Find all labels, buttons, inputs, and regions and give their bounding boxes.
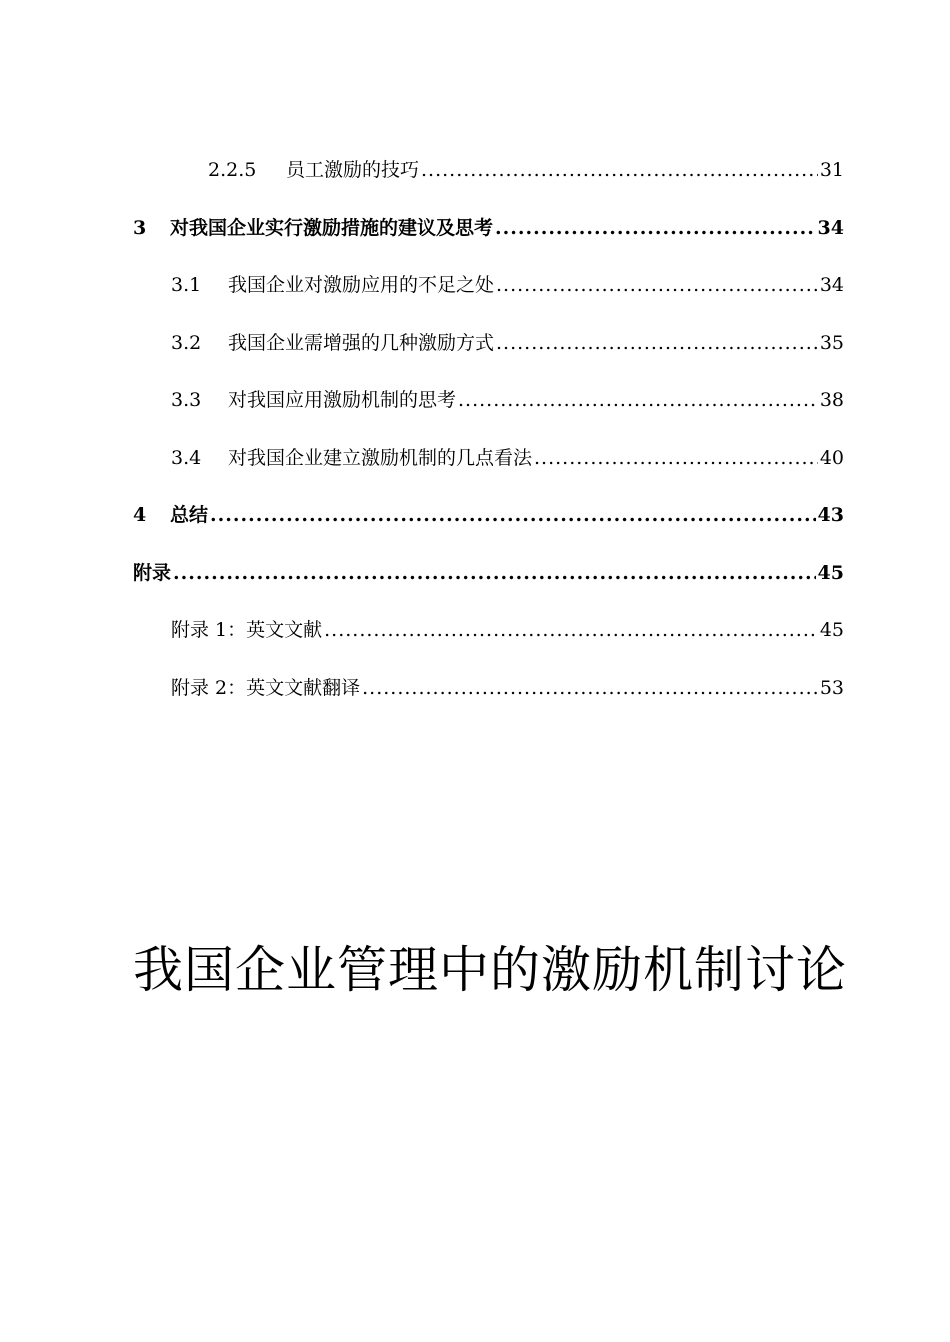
document-title: 我国企业管理中的激励机制讨论 <box>133 941 847 999</box>
toc-entry-title: 附录 1：英文文献 <box>171 619 323 641</box>
toc-entry-4[interactable] <box>133 497 844 527</box>
toc-entry-3-4[interactable] <box>171 440 844 470</box>
toc-entry-3-2[interactable] <box>171 325 844 355</box>
toc-entry-title: 对我国应用激励机制的思考 <box>228 389 457 411</box>
toc-dot-leader <box>362 676 818 700</box>
toc-entry-page: 40 <box>819 447 844 469</box>
toc-entry-page: 34 <box>819 274 844 296</box>
toc-entry-title: 对我国企业建立激励机制的几点看法 <box>228 447 533 469</box>
toc-dot-leader <box>495 216 816 240</box>
toc-entry-title: 我国企业需增强的几种激励方式 <box>228 332 495 354</box>
toc-dot-leader <box>534 446 818 470</box>
toc-dot-leader <box>210 503 816 527</box>
toc-entry-title: 总结 <box>170 504 209 526</box>
toc-entry-title: 附录 <box>133 562 172 584</box>
toc-entry-2-2-5[interactable] <box>208 152 844 182</box>
toc-entry-page: 45 <box>817 562 844 584</box>
toc-entry-number: 2.2.5 <box>208 159 257 181</box>
toc-entry-appendix-1[interactable] <box>171 612 844 642</box>
toc-entry-number: 3.3 <box>171 389 202 411</box>
toc-entry-page: 45 <box>819 619 844 641</box>
toc-entry-3-1[interactable] <box>171 267 844 297</box>
toc-entry-number: 3.1 <box>171 274 202 296</box>
toc-entry-number: 3.2 <box>171 332 202 354</box>
toc-entry-appendix[interactable] <box>133 555 844 585</box>
toc-entry-title: 员工激励的技巧 <box>286 159 420 181</box>
toc-entry-3[interactable] <box>133 210 844 240</box>
toc-entry-title: 我国企业对激励应用的不足之处 <box>228 274 495 296</box>
toc-entry-page: 31 <box>819 159 844 181</box>
toc-dot-leader <box>421 158 818 182</box>
toc-entry-number: 4 <box>133 504 147 526</box>
toc-entry-title: 附录 2：英文文献翻译 <box>171 677 361 699</box>
toc-dot-leader <box>496 331 818 355</box>
toc-entry-appendix-2[interactable] <box>171 670 844 700</box>
toc-dot-leader <box>324 618 818 642</box>
toc-entry-title: 对我国企业实行激励措施的建议及思考 <box>170 217 494 239</box>
toc-entry-3-3[interactable] <box>171 382 844 412</box>
toc-entry-page: 43 <box>817 504 844 526</box>
toc-entry-page: 53 <box>819 677 844 699</box>
toc-entry-page: 34 <box>817 217 844 239</box>
toc-dot-leader <box>173 561 816 585</box>
toc-entry-number: 3.4 <box>171 447 202 469</box>
toc-dot-leader <box>458 388 818 412</box>
toc-entry-page: 38 <box>819 389 844 411</box>
toc-dot-leader <box>496 273 818 297</box>
toc-entry-number: 3 <box>133 217 147 239</box>
toc-entry-page: 35 <box>819 332 844 354</box>
